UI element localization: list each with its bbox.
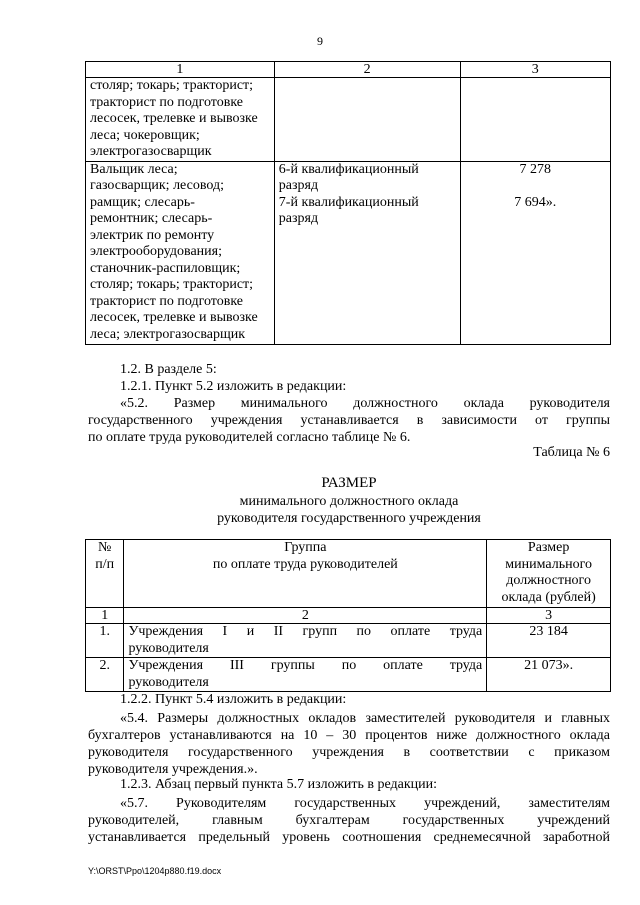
section-subheading: руководителя государственного учреждения (217, 511, 481, 526)
column-number: 3 (487, 608, 611, 624)
page-number: 9 (317, 34, 323, 48)
group-text-line: руководителя (128, 674, 209, 690)
column-header-size: Размер минимального должностного оклада (рублей) (487, 540, 611, 608)
qualification-cell: 6-й квалификационный разряд 7-й квалификационный разряд (274, 161, 460, 344)
paragraph: 1.2.2. Пункт 5.4 изложить в редакции: (120, 692, 347, 707)
table-header-row (86, 540, 611, 608)
table-header-row (86, 62, 611, 78)
salary-cell: 23 184 (487, 624, 611, 658)
professions-cell: Вальщик леса; газосварщик; лесовод; рамщик; слесарь- ремонтник; слесарь- электрик по ремонту электрооборудования; станочник-распиловщик; столяр; токарь; тракторист; тракторист по подготовке лесосек, трелевке и вывозке леса; электрогазосварщик (86, 161, 275, 344)
paragraph-line: руководителя государственного учреждения в соответствии с приказом (88, 745, 610, 760)
paragraph-line: руководителя учреждения.». (88, 762, 258, 777)
paragraph-line: бухгалтеров устанавливаются на 10 – 30 процентов ниже должностного оклада (88, 728, 610, 743)
table-header-cell: 1 (86, 62, 275, 78)
table-row (86, 624, 611, 658)
salary-cell: 7 278 7 694». (460, 161, 610, 344)
paragraph-line: руководителей, главным бухгалтерам государственных учреждений (88, 813, 610, 828)
paragraph-line: «5.2. Размер минимального должностного оклада руководителя (120, 396, 610, 411)
paragraph: 1.2.1. Пункт 5.2 изложить в редакции: (120, 379, 347, 394)
table-label: Таблица № 6 (533, 445, 610, 460)
table-header-cell: 2 (274, 62, 460, 78)
qualification-table (85, 61, 611, 345)
paragraph: 1.2. В разделе 5: (120, 362, 217, 377)
section-subheading: минимального должностного оклада (239, 494, 459, 509)
paragraph-line: государственного учреждения устанавливается в зависимости от группы (88, 413, 610, 428)
group-text-line: руководителя (128, 640, 209, 656)
column-header-group: Группа по оплате труда руководителей (124, 540, 487, 608)
row-number: 1. (86, 624, 124, 658)
column-number: 2 (124, 608, 487, 624)
salary-table (85, 539, 611, 692)
row-number: 2. (86, 658, 124, 692)
column-numbers-row (86, 608, 611, 624)
table-row (86, 161, 611, 344)
group-text-line: Учреждения III группы по оплате труда (128, 658, 483, 673)
file-path-footer: Y:\ORST\Ppo\1204p880.f19.docx (88, 866, 222, 876)
column-header-number: № п/п (86, 540, 124, 608)
paragraph-line: «5.7. Руководителям государственных учреждений, заместителям (120, 796, 610, 811)
column-number: 1 (86, 608, 124, 624)
salary-cell: 21 073». (487, 658, 611, 692)
table-row (86, 658, 611, 692)
paragraph-line: устанавливается предельный уровень соотношения среднемесячной заработной (88, 830, 610, 845)
table-row (86, 78, 611, 162)
paragraph-line: по оплате труда руководителей согласно таблице № 6. (88, 430, 411, 445)
qualification-cell (274, 78, 460, 162)
group-text-line: Учреждения I и II групп по оплате труда (128, 624, 483, 639)
professions-cell: столяр; токарь; тракторист; тракторист по подготовке лесосек, трелевке и вывозке леса; чокеровщик; электрогазосварщик (86, 78, 275, 162)
section-heading: РАЗМЕР (321, 475, 377, 491)
paragraph-line: «5.4. Размеры должностных окладов заместителей руководителя и главных (120, 711, 610, 726)
group-cell (124, 624, 487, 658)
salary-cell (460, 78, 610, 162)
paragraph: 1.2.3. Абзац первый пункта 5.7 изложить в редакции: (120, 777, 438, 792)
group-cell (124, 658, 487, 692)
table-header-cell: 3 (460, 62, 610, 78)
